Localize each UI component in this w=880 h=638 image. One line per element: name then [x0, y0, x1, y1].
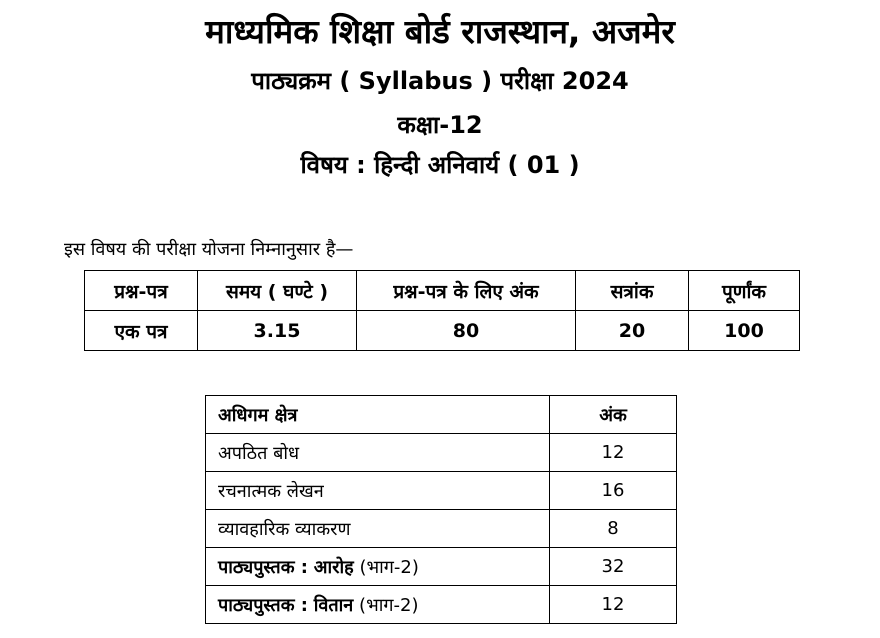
- area-name: रचनात्मक लेखन: [206, 472, 550, 510]
- area-name: अपठित बोध: [206, 434, 550, 472]
- table-header-row: [85, 271, 800, 311]
- area-name: व्यावहारिक व्याकरण: [206, 510, 550, 548]
- header-time: समय ( घण्टे ): [198, 271, 357, 311]
- cell-paper-marks: 80: [357, 311, 576, 351]
- class-title: कक्षा-12: [397, 111, 483, 139]
- exam-scheme-intro: इस विषय की परीक्षा योजना निम्नानुसार है—: [64, 239, 354, 260]
- area-book: वितान: [313, 594, 354, 616]
- area-marks: 12: [550, 434, 677, 472]
- area-marks: 12: [550, 586, 677, 624]
- table-row: [85, 311, 800, 351]
- area-prefix: पाठ्यपुस्तक :: [218, 594, 308, 616]
- cell-time: 3.15: [198, 311, 357, 351]
- table-row: [206, 472, 677, 510]
- header-marks: अंक: [550, 396, 677, 434]
- cell-total: 100: [689, 311, 800, 351]
- table-row: [206, 510, 677, 548]
- table-row: [206, 548, 677, 586]
- area-name: [206, 586, 550, 624]
- cell-paper: एक पत्र: [85, 311, 198, 351]
- area-suffix: (भाग-2): [359, 556, 419, 578]
- table-row: [206, 586, 677, 624]
- header-learning-area: अधिगम क्षेत्र: [206, 396, 550, 434]
- cell-sessional: 20: [576, 311, 689, 351]
- subject-title: विषय : हिन्दी अनिवार्य ( 01 ): [300, 151, 580, 179]
- header-paper: प्रश्न-पत्र: [85, 271, 198, 311]
- table-row: [206, 434, 677, 472]
- area-book: आरोह: [313, 556, 354, 578]
- syllabus-title: पाठ्यक्रम ( Syllabus ) परीक्षा 2024: [251, 67, 629, 95]
- area-prefix: पाठ्यपुस्तक :: [218, 556, 308, 578]
- exam-scheme-table: [84, 270, 800, 351]
- header-total: पूर्णांक: [689, 271, 800, 311]
- area-marks: 8: [550, 510, 677, 548]
- learning-areas-table: [205, 395, 677, 624]
- board-title: माध्यमिक शिक्षा बोर्ड राजस्थान, अजमेर: [205, 12, 675, 51]
- area-marks: 16: [550, 472, 677, 510]
- area-name: [206, 548, 550, 586]
- header-sessional: सत्रांक: [576, 271, 689, 311]
- table-header-row: [206, 396, 677, 434]
- area-marks: 32: [550, 548, 677, 586]
- header-paper-marks: प्रश्न-पत्र के लिए अंक: [357, 271, 576, 311]
- area-suffix: (भाग-2): [359, 594, 419, 616]
